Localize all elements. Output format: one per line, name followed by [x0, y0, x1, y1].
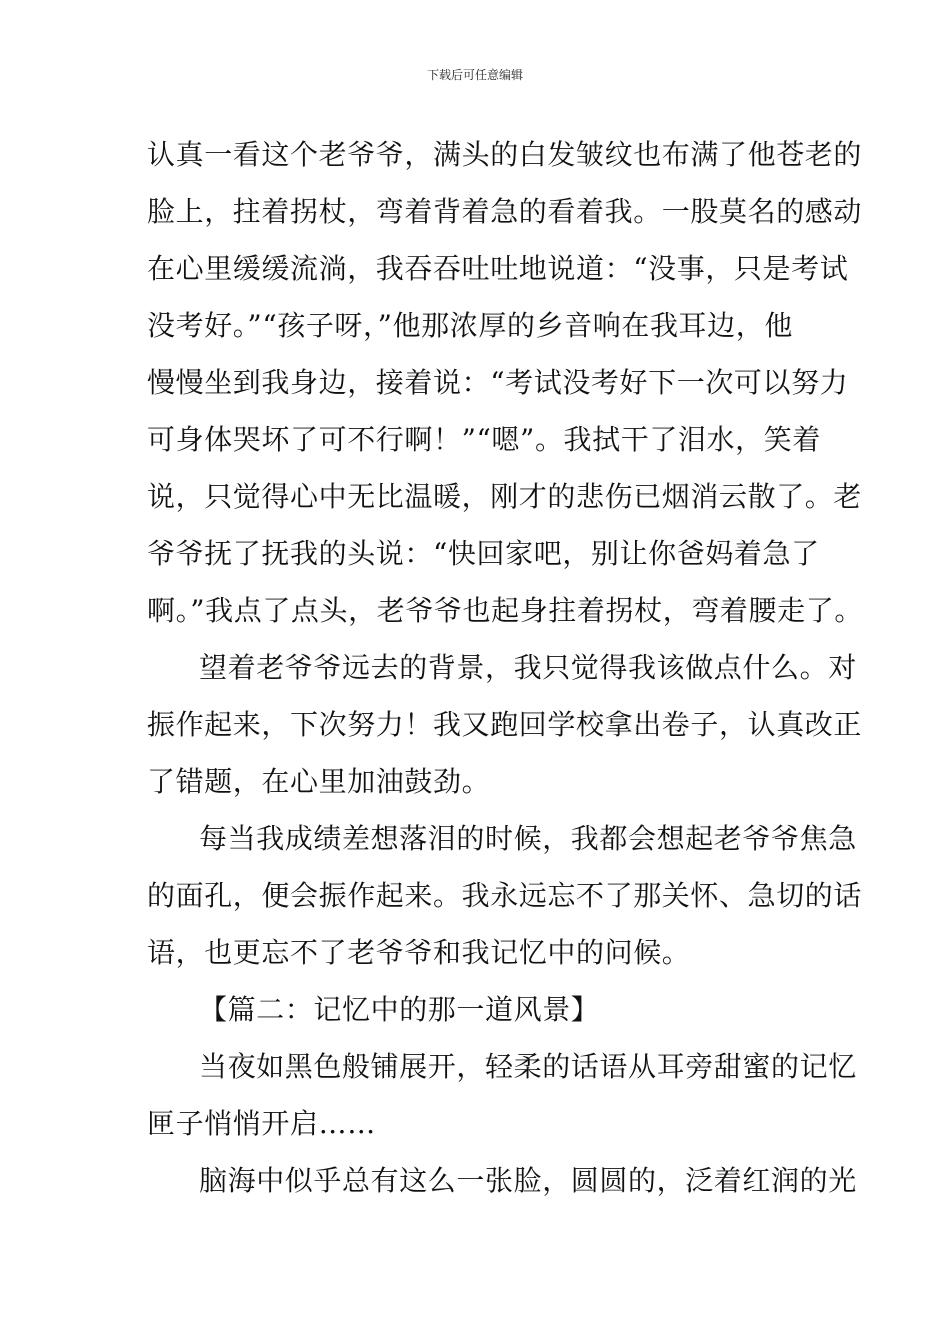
- paragraph-start-line: 望着老爷爷远去的背景，我只觉得我该做点什么。对: [199, 651, 857, 684]
- text-line: 在心里缓缓流淌，我吞吞吐吐地说道：“没事，只是考试: [147, 252, 849, 285]
- text-line: 没考好。”“孩子呀，”他那浓厚的乡音响在我耳边，他: [147, 309, 793, 342]
- text-line: 啊。”我点了点头，老爷爷也起身拄着拐杖，弯着腰走了。: [147, 594, 863, 627]
- text-line: 说，只觉得心中无比温暖，刚才的悲伤已烟消云散了。老: [147, 480, 863, 513]
- text-line: 语，也更忘不了老爷爷和我记忆中的问候。: [147, 936, 691, 969]
- text-line: 爷爷抚了抚我的头说：“快回家吧，别让你爸妈着急了: [147, 537, 820, 570]
- text-line: 脸上，拄着拐杖，弯着背着急的看着我。一股莫名的感动: [147, 195, 863, 228]
- paragraph-start-line: 脑海中似乎总有这么一张脸，圆圆的，泛着红润的光: [199, 1164, 857, 1197]
- paragraph-start-line: 当夜如黑色般铺展开，轻柔的话语从耳旁甜蜜的记忆: [199, 1050, 857, 1083]
- paragraph-start-line: 每当我成绩差想落泪的时候，我都会想起老爷爷焦急: [199, 822, 857, 855]
- text-line: 认真一看这个老爷爷，满头的白发皱纹也布满了他苍老的: [147, 138, 863, 171]
- document-body: [147, 126, 863, 1209]
- text-line: 匣子悄悄开启……: [147, 1107, 376, 1140]
- text-line: 了错题，在心里加油鼓劲。: [147, 765, 491, 798]
- text-line: 的面孔，便会振作起来。我永远忘不了那关怀、急切的话: [147, 879, 863, 912]
- text-line: 振作起来，下次努力！我又跑回学校拿出卷子，认真改正: [147, 708, 863, 741]
- text-line: 可身体哭坏了可不行啊！”“嗯”。我拭干了泪水，笑着: [147, 423, 821, 456]
- section-heading: 【篇二：记忆中的那一道风景】: [199, 993, 600, 1026]
- text-line: 慢慢坐到我身边，接着说：“考试没考好下一次可以努力: [147, 366, 849, 399]
- page-header: 下载后可任意编辑: [426, 68, 523, 82]
